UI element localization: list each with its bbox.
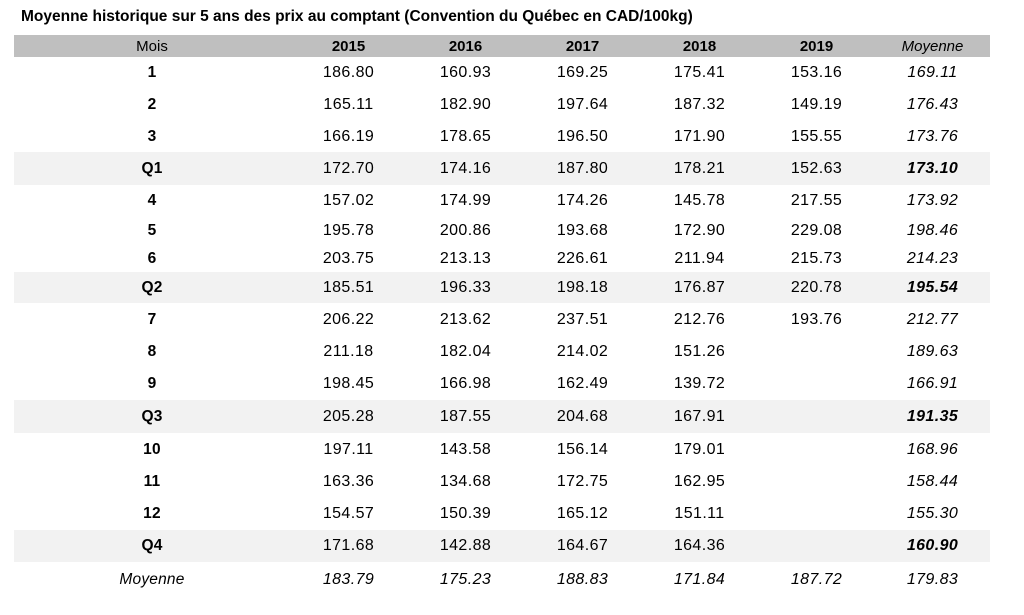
cell: 157.02 — [322, 192, 375, 209]
moyenne-cell: 155.30 — [906, 505, 959, 522]
cell: 188.83 — [556, 571, 609, 588]
cell: 154.57 — [322, 505, 375, 522]
cell: 162.49 — [556, 375, 609, 392]
cell: 178.21 — [673, 159, 726, 177]
cell: 156.14 — [556, 440, 609, 458]
table-row — [14, 498, 990, 530]
row-label: 12 — [143, 505, 161, 522]
table-row — [14, 185, 990, 217]
cell: 198.45 — [322, 375, 375, 392]
cell: 172.75 — [556, 473, 609, 490]
cell: 212.76 — [673, 310, 726, 328]
row-label: 9 — [147, 375, 157, 392]
cell: 169.25 — [556, 64, 609, 81]
row-label: 2 — [147, 96, 157, 113]
cell: 175.41 — [673, 64, 726, 81]
cell: 187.80 — [556, 159, 609, 177]
row-label: 7 — [147, 310, 157, 328]
cell: 178.65 — [439, 127, 492, 145]
row-label: Q4 — [141, 537, 163, 554]
row-label: 10 — [143, 440, 161, 458]
cell: 160.93 — [439, 64, 492, 81]
table-row — [14, 89, 990, 121]
cell: 193.76 — [790, 310, 843, 328]
table-row-average — [14, 562, 990, 598]
cell: 204.68 — [556, 407, 609, 425]
column-header-2017: 2017 — [565, 37, 600, 55]
cell: 174.26 — [556, 192, 609, 209]
row-label: 3 — [147, 127, 157, 145]
cell: 214.02 — [556, 343, 609, 360]
cell: 182.90 — [439, 96, 492, 113]
cell: 213.13 — [439, 249, 492, 267]
cell — [758, 433, 875, 466]
cell: 197.11 — [323, 440, 374, 458]
cell: 134.68 — [439, 473, 492, 490]
table-row — [14, 336, 990, 368]
cell — [758, 368, 875, 400]
table-row-quarter — [14, 152, 990, 185]
moyenne-cell: 173.76 — [906, 127, 959, 145]
cell: 172.90 — [673, 222, 726, 239]
moyenne-cell: 179.83 — [906, 571, 959, 588]
cell: 166.19 — [322, 127, 375, 145]
cell: 186.80 — [322, 64, 375, 81]
cell: 179.01 — [673, 440, 726, 458]
column-header-moyenne: Moyenne — [901, 37, 964, 55]
cell: 226.61 — [556, 249, 609, 267]
cell: 155.55 — [790, 127, 843, 145]
row-label: Q3 — [141, 407, 163, 425]
moyenne-cell: 169.11 — [907, 64, 958, 81]
cell: 164.36 — [673, 537, 726, 554]
cell: 213.62 — [439, 310, 492, 328]
cell: 142.88 — [439, 537, 492, 554]
cell: 206.22 — [322, 310, 375, 328]
cell: 195.78 — [322, 222, 375, 239]
table-row-quarter — [14, 530, 990, 562]
row-label: 11 — [143, 473, 161, 490]
moyenne-cell: 191.35 — [906, 407, 959, 425]
moyenne-cell: 212.77 — [906, 310, 959, 328]
cell: 203.75 — [322, 249, 375, 267]
cell: 215.73 — [790, 249, 843, 267]
cell: 175.23 — [439, 571, 492, 588]
table-row-quarter — [14, 272, 990, 303]
cell: 196.50 — [556, 127, 609, 145]
cell: 167.91 — [673, 407, 726, 425]
cell: 174.16 — [439, 159, 492, 177]
moyenne-cell: 176.43 — [906, 96, 959, 113]
cell: 162.95 — [673, 473, 726, 490]
moyenne-cell: 189.63 — [906, 343, 959, 360]
table-row — [14, 433, 990, 466]
table-row — [14, 121, 990, 152]
cell: 196.33 — [439, 278, 492, 296]
cell: 205.28 — [322, 407, 375, 425]
cell: 171.68 — [322, 537, 375, 554]
cell: 237.51 — [556, 310, 609, 328]
cell — [758, 498, 875, 530]
row-label: 6 — [147, 249, 157, 267]
cell: 172.70 — [322, 159, 375, 177]
table-row — [14, 303, 990, 336]
cell: 171.90 — [673, 127, 726, 145]
cell: 187.55 — [439, 407, 492, 425]
cell: 164.67 — [556, 537, 609, 554]
historical-price-table — [14, 35, 990, 598]
cell — [758, 530, 875, 562]
row-label: Q2 — [141, 278, 163, 296]
column-header-2019: 2019 — [799, 37, 834, 55]
cell: 198.18 — [556, 278, 609, 296]
cell: 211.18 — [323, 343, 374, 360]
table-row — [14, 217, 990, 245]
column-header-2015: 2015 — [331, 37, 366, 55]
cell: 217.55 — [790, 192, 843, 209]
cell — [758, 336, 875, 368]
moyenne-cell: 198.46 — [906, 222, 959, 239]
cell: 176.87 — [673, 278, 726, 296]
cell: 187.32 — [673, 96, 726, 113]
moyenne-cell: 173.10 — [906, 159, 959, 177]
column-header-mois: Mois — [136, 37, 168, 55]
cell: 150.39 — [439, 505, 492, 522]
row-label: 5 — [147, 222, 157, 239]
row-label: Q1 — [141, 159, 163, 177]
table-row — [14, 466, 990, 498]
cell: 163.36 — [322, 473, 375, 490]
row-label: 8 — [147, 343, 157, 360]
column-header-2018: 2018 — [682, 37, 717, 55]
row-label: Moyenne — [119, 571, 185, 588]
cell: 187.72 — [790, 571, 843, 588]
cell: 174.99 — [439, 192, 492, 209]
cell: 166.98 — [439, 375, 492, 392]
page-title: Moyenne historique sur 5 ans des prix au comptant (Convention du Québec en CAD/100kg) — [21, 8, 693, 25]
moyenne-cell: 195.54 — [906, 278, 959, 296]
table-row — [14, 368, 990, 400]
cell: 220.78 — [790, 278, 843, 296]
cell: 151.26 — [673, 343, 726, 360]
cell: 200.86 — [439, 222, 492, 239]
table-row — [14, 57, 990, 89]
column-header-2016: 2016 — [448, 37, 483, 55]
cell: 197.64 — [556, 96, 609, 113]
moyenne-cell: 214.23 — [906, 249, 959, 267]
cell — [758, 400, 875, 433]
cell: 145.78 — [673, 192, 726, 209]
cell: 185.51 — [322, 278, 375, 296]
cell: 182.04 — [439, 343, 492, 360]
cell: 193.68 — [556, 222, 609, 239]
cell: 165.11 — [323, 96, 374, 113]
moyenne-cell: 173.92 — [906, 192, 959, 209]
moyenne-cell: 168.96 — [906, 440, 959, 458]
moyenne-cell: 166.91 — [906, 375, 959, 392]
cell: 229.08 — [790, 222, 843, 239]
moyenne-cell: 160.90 — [906, 537, 959, 554]
table-row-quarter — [14, 400, 990, 433]
moyenne-cell: 158.44 — [906, 473, 959, 490]
cell: 143.58 — [439, 440, 492, 458]
row-label: 1 — [147, 64, 157, 81]
cell: 165.12 — [556, 505, 609, 522]
cell: 149.19 — [790, 96, 843, 113]
cell: 183.79 — [322, 571, 375, 588]
row-label: 4 — [147, 192, 157, 209]
table-row — [14, 245, 990, 272]
cell: 151.11 — [674, 505, 725, 522]
cell — [758, 466, 875, 498]
cell: 153.16 — [790, 64, 843, 81]
cell: 171.84 — [673, 571, 726, 588]
header-row — [14, 35, 990, 57]
cell: 139.72 — [673, 375, 726, 392]
cell: 211.94 — [674, 249, 725, 267]
cell: 152.63 — [790, 159, 843, 177]
